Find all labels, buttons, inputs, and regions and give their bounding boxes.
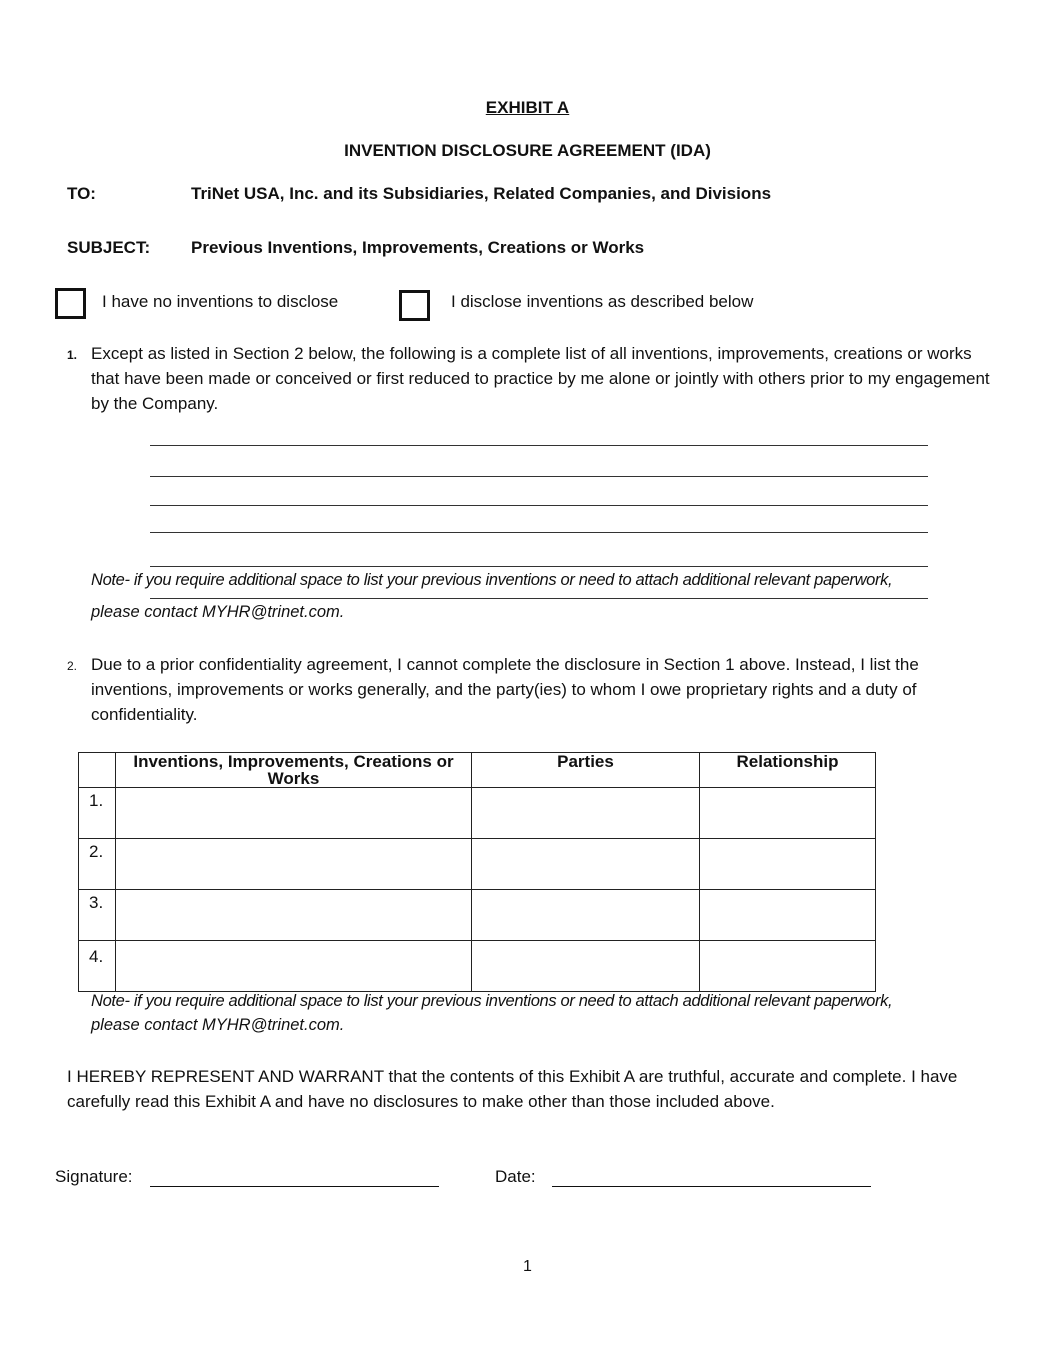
table-header-number <box>79 753 116 788</box>
section2-text: Due to a prior confidentiality agreement, I cannot complete the disclosure in Section 1 above. Instead, I list the inventions, improvements or works generally, and the party(ies) to whom I owe proprietary rights and a duty of confidentiality. <box>91 655 919 724</box>
inventions-cell[interactable] <box>116 788 472 839</box>
signature-line[interactable] <box>150 1186 439 1187</box>
page-title: INVENTION DISCLOSURE AGREEMENT (IDA) <box>344 141 711 160</box>
relationship-cell[interactable] <box>700 890 876 941</box>
date-label: Date: <box>495 1167 536 1186</box>
disclosure-table <box>78 752 876 992</box>
row-number: 1. <box>79 788 116 839</box>
table-header-inventions: Inventions, Improvements, Creations or Works <box>116 753 472 788</box>
signature-label: Signature: <box>55 1167 133 1186</box>
section1-note: Note- if you require additional space to list your previous inventions or need to attach additional relevant paperwork, <box>91 571 893 589</box>
disclosure-line-5[interactable] <box>150 566 928 567</box>
disclosure-line-1[interactable] <box>150 445 928 446</box>
parties-cell[interactable] <box>472 839 700 890</box>
disclosure-line-2[interactable] <box>150 476 928 477</box>
table-header-row <box>79 753 876 788</box>
table-row <box>79 890 876 941</box>
row-number: 3. <box>79 890 116 941</box>
no-inventions-label: I have no inventions to disclose <box>102 292 339 311</box>
table-row <box>79 839 876 890</box>
disclose-label: I disclose inventions as described below <box>451 292 754 311</box>
table-header-relationship: Relationship <box>700 753 876 788</box>
section2-number: 2. <box>67 659 78 673</box>
table-row <box>79 788 876 839</box>
table-row <box>79 941 876 992</box>
parties-cell[interactable] <box>472 788 700 839</box>
no-inventions-checkbox[interactable] <box>55 288 86 319</box>
section1-note-contact: please contact MYHR@trinet.com. <box>91 603 345 621</box>
inventions-cell[interactable] <box>116 941 472 992</box>
parties-cell[interactable] <box>472 890 700 941</box>
table-header-parties: Parties <box>472 753 700 788</box>
row-number: 4. <box>79 941 116 992</box>
subject-value: Previous Inventions, Improvements, Creations or Works <box>191 238 645 257</box>
relationship-cell[interactable] <box>700 839 876 890</box>
subject-label: SUBJECT: <box>67 238 151 257</box>
warrant-statement: I HEREBY REPRESENT AND WARRANT that the contents of this Exhibit A are truthful, accurate and complete. I have carefully read this Exhibit A and have no disclosures to make other than those included above. <box>67 1067 958 1111</box>
date-line[interactable] <box>552 1186 871 1187</box>
exhibit-heading: EXHIBIT A <box>485 98 570 117</box>
parties-cell[interactable] <box>472 941 700 992</box>
disclosure-line-3[interactable] <box>150 505 928 506</box>
section2-note: Note- if you require additional space to list your previous inventions or need to attach additional relevant paperwork, <box>91 992 893 1010</box>
relationship-cell[interactable] <box>700 788 876 839</box>
to-label: TO: <box>67 184 96 203</box>
disclosure-line-4[interactable] <box>150 532 928 533</box>
page-number: 1 <box>523 1258 532 1275</box>
section1-text: Except as listed in Section 2 below, the following is a complete list of all inventions, improvements, creations or works that have been made or conceived or first reduced to practice by me alone or jointly with others prior to my engagement by the Company. <box>91 344 990 413</box>
inventions-cell[interactable] <box>116 839 472 890</box>
disclose-checkbox[interactable] <box>399 290 430 321</box>
to-value: TriNet USA, Inc. and its Subsidiaries, Related Companies, and Divisions <box>191 184 772 203</box>
disclosure-line-6[interactable] <box>150 598 928 599</box>
inventions-cell[interactable] <box>116 890 472 941</box>
relationship-cell[interactable] <box>700 941 876 992</box>
row-number: 2. <box>79 839 116 890</box>
section1-number: 1. <box>67 348 78 362</box>
section2-note-contact: please contact MYHR@trinet.com. <box>91 1016 345 1034</box>
